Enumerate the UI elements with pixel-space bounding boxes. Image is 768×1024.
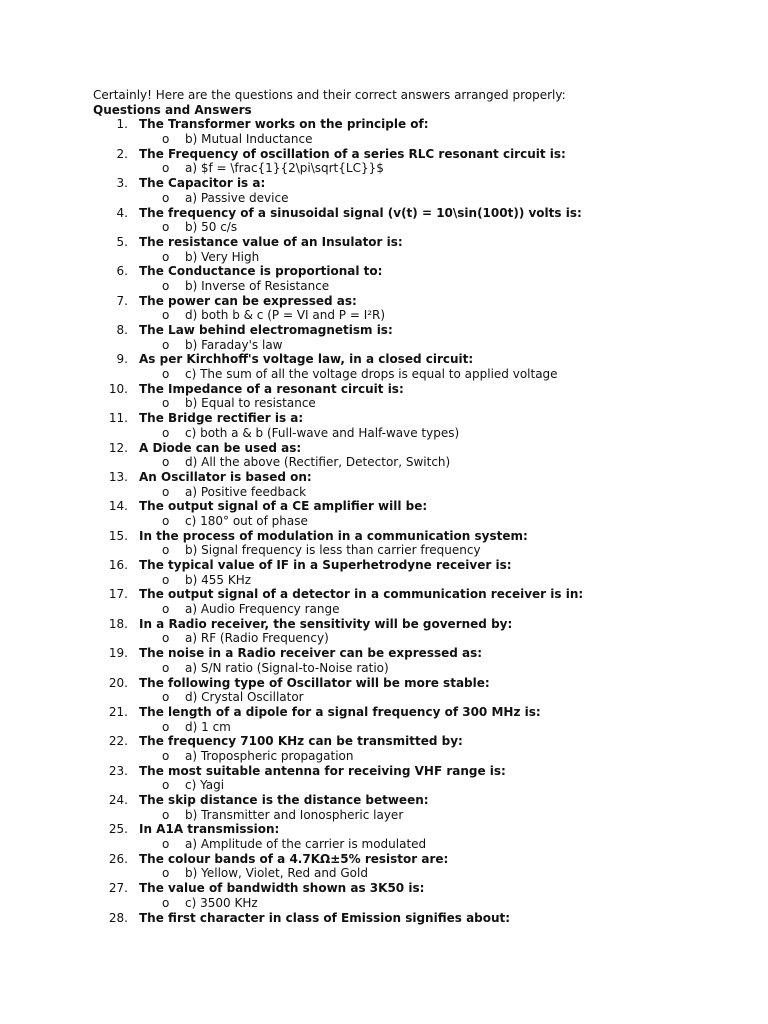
answer-text: a) Audio Frequency range xyxy=(185,602,340,617)
question-text: The frequency of a sinusoidal signal (v(t) = 10\sin(100t)) volts is: xyxy=(139,205,582,220)
circle-bullet-icon: o xyxy=(162,484,170,499)
question-item xyxy=(93,617,743,632)
question-number: 10. xyxy=(108,381,128,396)
answer-text: c) 3500 KHz xyxy=(185,895,258,910)
circle-bullet-icon: o xyxy=(162,249,170,264)
circle-bullet-icon: o xyxy=(162,837,170,852)
question-item xyxy=(93,676,743,691)
answer-item xyxy=(93,455,743,470)
circle-bullet-icon: o xyxy=(162,513,170,528)
question-number: 28. xyxy=(108,910,128,925)
answer-item xyxy=(93,602,743,617)
answer-text: b) Inverse of Resistance xyxy=(185,278,330,293)
question-number: 26. xyxy=(108,851,128,866)
answer-item xyxy=(93,396,743,411)
question-number: 17. xyxy=(108,587,128,602)
circle-bullet-icon: o xyxy=(162,190,170,205)
question-number: 6. xyxy=(116,264,128,279)
question-answer-list xyxy=(93,117,743,925)
question-number: 23. xyxy=(108,763,128,778)
question-text: In A1A transmission: xyxy=(139,822,280,837)
answer-item xyxy=(93,132,743,147)
circle-bullet-icon: o xyxy=(162,572,170,587)
intro-text: Certainly! Here are the questions and their correct answers arranged properly: xyxy=(93,88,566,102)
answer-text: b) 455 KHz xyxy=(185,572,252,587)
question-item xyxy=(93,264,743,279)
question-number: 16. xyxy=(108,558,128,572)
question-item xyxy=(93,411,743,426)
question-number: 14. xyxy=(108,499,128,514)
question-text: The resistance value of an Insulator is: xyxy=(139,234,403,249)
question-item xyxy=(93,793,743,808)
question-number: 2. xyxy=(116,146,128,161)
circle-bullet-icon: o xyxy=(162,719,170,734)
question-text: The length of a dipole for a signal frequency of 300 MHz is: xyxy=(139,704,541,719)
answer-item xyxy=(93,573,743,588)
answer-text: b) Faraday's law xyxy=(185,337,283,352)
question-text: The value of bandwidth shown as 3K50 is: xyxy=(139,881,425,896)
question-number: 11. xyxy=(108,411,128,426)
document-body xyxy=(93,88,743,925)
question-text: The Law behind electromagnetism is: xyxy=(139,323,393,337)
answer-text: b) Equal to resistance xyxy=(185,396,316,411)
question-text: The colour bands of a 4.7KΩ±5% resistor are: xyxy=(139,851,449,866)
answer-item xyxy=(93,426,743,441)
question-text: The Frequency of oscillation of a series RLC resonant circuit is: xyxy=(139,146,566,161)
circle-bullet-icon: o xyxy=(162,455,170,470)
question-item xyxy=(93,441,743,456)
answer-item xyxy=(93,161,743,176)
question-number: 21. xyxy=(108,704,128,719)
question-item xyxy=(93,881,743,896)
question-item xyxy=(93,352,743,367)
question-item xyxy=(93,499,743,514)
answer-text: c) The sum of all the voltage drops is equal to applied voltage xyxy=(185,367,558,382)
answer-item xyxy=(93,191,743,206)
circle-bullet-icon: o xyxy=(162,220,170,235)
answer-text: b) Yellow, Violet, Red and Gold xyxy=(185,866,368,881)
circle-bullet-icon: o xyxy=(162,602,170,617)
circle-bullet-icon: o xyxy=(162,278,170,293)
question-item xyxy=(93,382,743,397)
question-number: 8. xyxy=(116,323,128,337)
answer-item xyxy=(93,808,743,823)
question-item xyxy=(93,147,743,162)
question-item xyxy=(93,117,743,132)
circle-bullet-icon: o xyxy=(162,308,170,323)
question-text: The Capacitor is a: xyxy=(139,176,266,191)
question-text: The noise in a Radio receiver can be expressed as: xyxy=(139,646,483,661)
answer-item xyxy=(93,367,743,382)
circle-bullet-icon: o xyxy=(162,337,170,352)
question-text: An Oscillator is based on: xyxy=(139,469,312,484)
answer-item xyxy=(93,514,743,529)
question-number: 13. xyxy=(108,469,128,484)
answer-item xyxy=(93,661,743,676)
question-number: 20. xyxy=(108,675,128,690)
answer-item xyxy=(93,720,743,735)
question-item xyxy=(93,764,743,779)
answer-item xyxy=(93,279,743,294)
question-number: 1. xyxy=(116,117,128,132)
question-item xyxy=(93,822,743,837)
answer-text: a) RF (Radio Frequency) xyxy=(185,631,329,646)
question-item xyxy=(93,734,743,749)
answer-text: b) Very High xyxy=(185,249,260,264)
answer-item xyxy=(93,250,743,265)
answer-item xyxy=(93,485,743,500)
answer-text: c) 180° out of phase xyxy=(185,513,308,528)
answer-text: b) Mutual Inductance xyxy=(185,132,313,147)
answer-item xyxy=(93,338,743,353)
answer-text: a) Passive device xyxy=(185,190,289,205)
circle-bullet-icon: o xyxy=(162,690,170,705)
circle-bullet-icon: o xyxy=(162,367,170,382)
question-number: 5. xyxy=(116,234,128,249)
circle-bullet-icon: o xyxy=(162,895,170,910)
question-number: 15. xyxy=(108,528,128,543)
question-item xyxy=(93,705,743,720)
circle-bullet-icon: o xyxy=(162,161,170,176)
question-text: The following type of Oscillator will be more stable: xyxy=(139,675,490,690)
question-number: 27. xyxy=(108,881,128,896)
question-number: 7. xyxy=(116,293,128,308)
answer-item xyxy=(93,690,743,705)
question-item xyxy=(93,852,743,867)
question-text: In the process of modulation in a communication system: xyxy=(139,528,528,543)
question-number: 12. xyxy=(108,440,128,455)
question-number: 4. xyxy=(116,205,128,220)
question-text: The Transformer works on the principle of: xyxy=(139,117,429,132)
question-text: The Conductance is proportional to: xyxy=(139,264,383,279)
question-item xyxy=(93,206,743,221)
circle-bullet-icon: o xyxy=(162,660,170,675)
question-number: 18. xyxy=(108,616,128,631)
question-text: The skip distance is the distance between: xyxy=(139,793,429,807)
question-number: 3. xyxy=(116,176,128,191)
section-heading: Questions and Answers xyxy=(93,102,252,117)
answer-text: d) All the above (Rectifier, Detector, Switch) xyxy=(185,455,451,470)
circle-bullet-icon: o xyxy=(162,748,170,763)
answer-item xyxy=(93,896,743,911)
answer-text: a) Tropospheric propagation xyxy=(185,748,354,763)
question-number: 19. xyxy=(108,646,128,661)
answer-item xyxy=(93,220,743,235)
circle-bullet-icon: o xyxy=(162,132,170,147)
question-number: 25. xyxy=(108,822,128,837)
answer-item xyxy=(93,866,743,881)
question-text: The Impedance of a resonant circuit is: xyxy=(139,381,404,396)
question-item xyxy=(93,558,743,573)
answer-item xyxy=(93,749,743,764)
circle-bullet-icon: o xyxy=(162,396,170,411)
question-text: The frequency 7100 KHz can be transmitted by: xyxy=(139,734,463,749)
question-item xyxy=(93,911,743,926)
question-text: The most suitable antenna for receiving VHF range is: xyxy=(139,763,506,778)
answer-item xyxy=(93,308,743,323)
question-number: 22. xyxy=(108,734,128,749)
question-item xyxy=(93,176,743,191)
question-text: The first character in class of Emission signifies about: xyxy=(139,910,511,925)
question-item xyxy=(93,235,743,250)
question-item xyxy=(93,323,743,338)
answer-text: c) both a & b (Full-wave and Half-wave types) xyxy=(185,425,460,440)
question-text: In a Radio receiver, the sensitivity will be governed by: xyxy=(139,616,513,631)
answer-text: c) Yagi xyxy=(185,778,225,793)
circle-bullet-icon: o xyxy=(162,807,170,822)
question-text: The typical value of IF in a Superhetrodyne receiver is: xyxy=(139,558,512,572)
answer-item xyxy=(93,543,743,558)
circle-bullet-icon: o xyxy=(162,543,170,558)
question-text: As per Kirchhoff's voltage law, in a closed circuit: xyxy=(139,352,474,367)
question-number: 24. xyxy=(108,793,128,807)
question-text: The output signal of a CE amplifier will be: xyxy=(139,499,428,514)
question-item xyxy=(93,529,743,544)
answer-text: b) Transmitter and Ionospheric layer xyxy=(185,807,404,822)
answer-text: a) Amplitude of the carrier is modulated xyxy=(185,837,427,852)
question-text: The Bridge rectifier is a: xyxy=(139,411,304,426)
answer-item xyxy=(93,837,743,852)
answer-text: a) $f = \frac{1}{2\pi\sqrt{LC}}$ xyxy=(185,161,384,176)
question-item xyxy=(93,587,743,602)
answer-text: d) Crystal Oscillator xyxy=(185,690,304,705)
circle-bullet-icon: o xyxy=(162,425,170,440)
circle-bullet-icon: o xyxy=(162,631,170,646)
answer-text: b) 50 c/s xyxy=(185,220,238,235)
answer-item xyxy=(93,631,743,646)
question-text: A Diode can be used as: xyxy=(139,440,302,455)
question-item xyxy=(93,294,743,309)
question-item xyxy=(93,470,743,485)
answer-text: a) Positive feedback xyxy=(185,484,307,499)
answer-text: d) 1 cm xyxy=(185,719,231,734)
answer-item xyxy=(93,778,743,793)
answer-text: b) Signal frequency is less than carrier frequency xyxy=(185,543,481,558)
question-text: The output signal of a detector in a communication receiver is in: xyxy=(139,587,584,602)
question-text: The power can be expressed as: xyxy=(139,293,357,308)
answer-text: a) S/N ratio (Signal-to-Noise ratio) xyxy=(185,660,389,675)
circle-bullet-icon: o xyxy=(162,866,170,881)
question-item xyxy=(93,646,743,661)
question-number: 9. xyxy=(116,352,128,367)
answer-text: d) both b & c (P = VI and P = I²R) xyxy=(185,308,386,323)
circle-bullet-icon: o xyxy=(162,778,170,793)
